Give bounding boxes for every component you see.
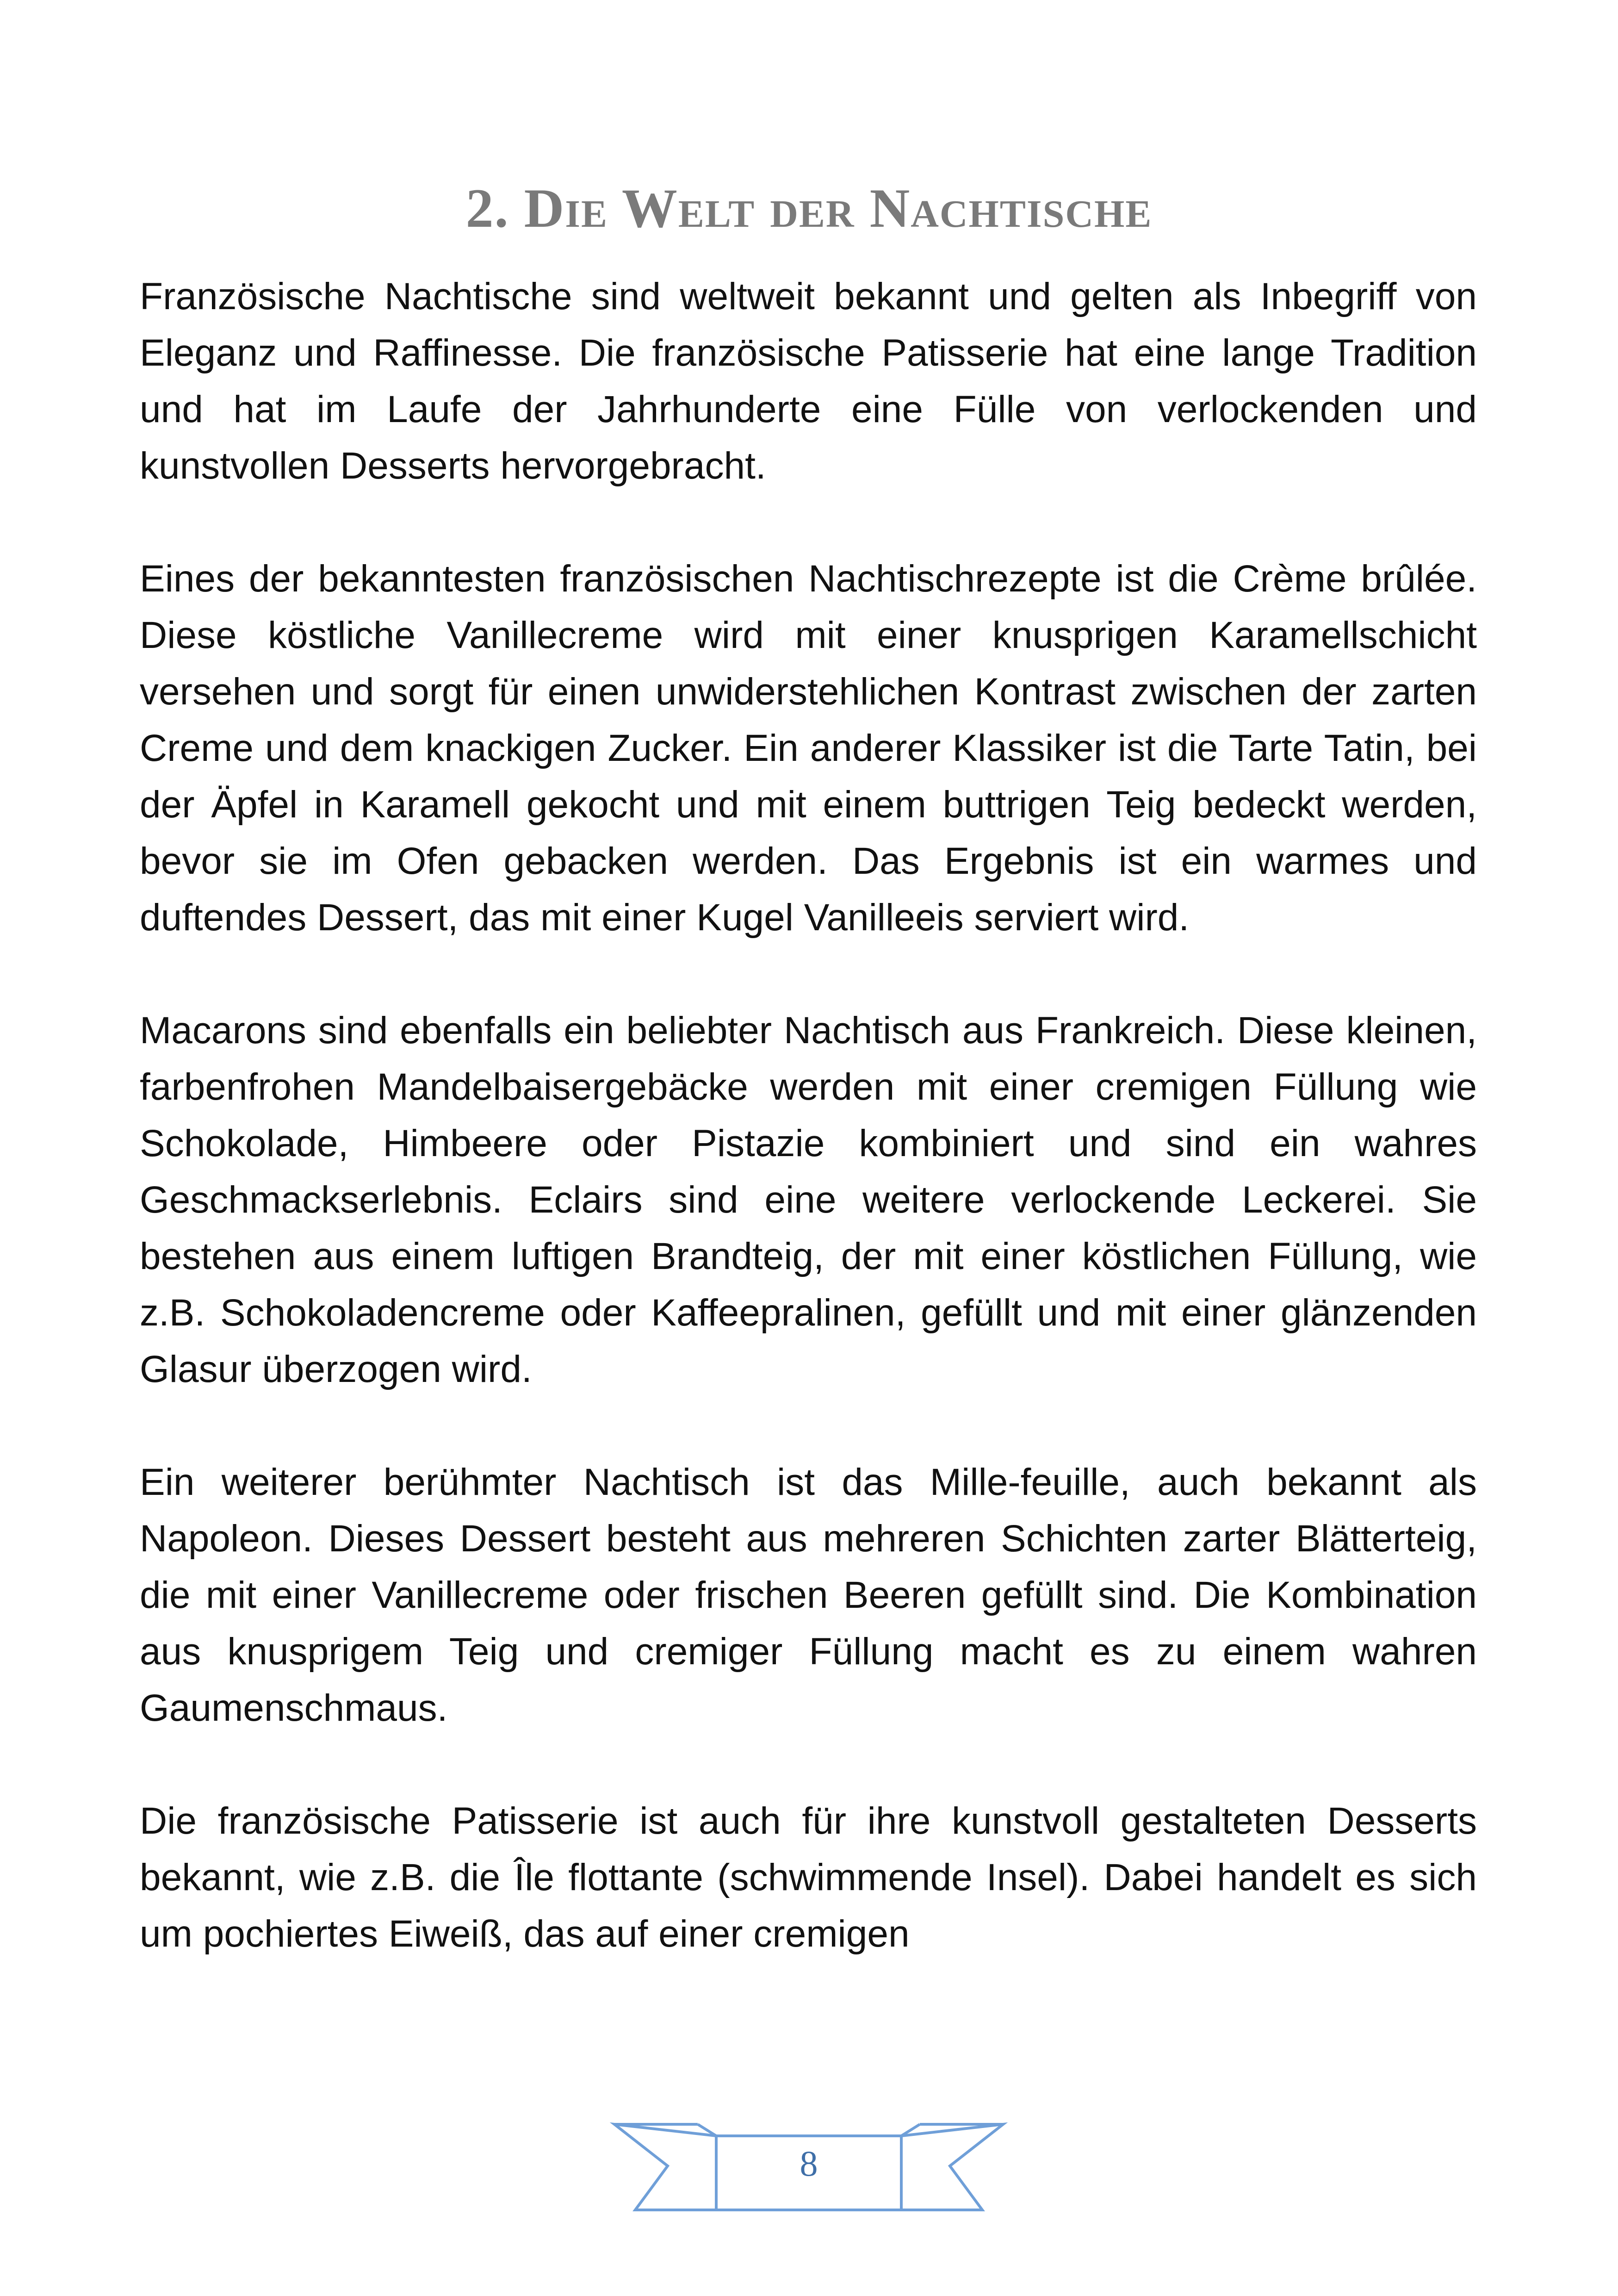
ribbon-left-tail: [614, 2124, 716, 2210]
page-number: 8: [800, 2143, 818, 2184]
paragraph-4: Ein weiterer berühmter Nachtisch ist das Mille-feuille, auch bekannt als Napoleon. Dieses Dessert besteht aus mehreren Schichten zarter Blätterteig, die mit einer Vanillecreme oder frischen Beeren gefüllt sind. Die Kombination aus knusprigem Teig und cremiger Füllung macht es zu einem wahren Gaumenschmaus.: [140, 1461, 1477, 1729]
paragraph-2: Eines der bekanntesten französischen Nachtischrezepte ist die Crème brûlée. Diese köstliche Vanillecreme wird mit einer knusprigen Karamellschicht versehen und sorgt für einen unwiderstehlichen Kontrast zwischen der zarten Creme und dem knackigen Zucker. Ein anderer Klassiker ist die Tarte Tatin, bei der Äpfel in Karamell gekocht und mit einem buttrigen Teig bedeckt werden, bevor sie im Ofen gebacken werden. Das Ergebnis ist ein warmes und duftendes Dessert, das mit einer Kugel Vanilleeis serviert wird.: [140, 558, 1477, 939]
ribbon-right-tail: [901, 2124, 1003, 2210]
body-text: [140, 268, 1477, 2019]
paragraph-3: Macarons sind ebenfalls ein beliebter Nachtisch aus Frankreich. Diese kleinen, farbenfrohen Mandelbaisergebäcke werden mit einer cremigen Füllung wie Schokolade, Himbeere oder Pistazie kombiniert und sind ein wahres Geschmackserlebnis. Eclairs sind eine weitere verlockende Leckerei. Sie bestehen aus einem luftigen Brandteig, der mit einer köstlichen Füllung, wie z.B. Schokoladencreme oder Kaffeepralinen, gefüllt und mit einer glänzenden Glasur überzogen wird.: [140, 1009, 1477, 1390]
page-number-banner: [610, 2110, 1008, 2221]
paragraph-1: Französische Nachtische sind weltweit bekannt und gelten als Inbegriff von Eleganz und Raffinesse. Die französische Patisserie hat eine lange Tradition und hat im Laufe der Jahrhunderte eine Fülle von verlockenden und kunstvollen Desserts hervorgebracht.: [140, 275, 1477, 487]
paragraph-5: Die französische Patisserie ist auch für ihre kunstvoll gestalteten Desserts bekannt, wie z.B. die Île flottante (schwimmende Insel). Dabei handelt es sich um pochiertes Eiweiß, das auf einer cremigen: [140, 1800, 1477, 1955]
chapter-title: 2. Die Welt der Nachtische: [465, 177, 1153, 239]
